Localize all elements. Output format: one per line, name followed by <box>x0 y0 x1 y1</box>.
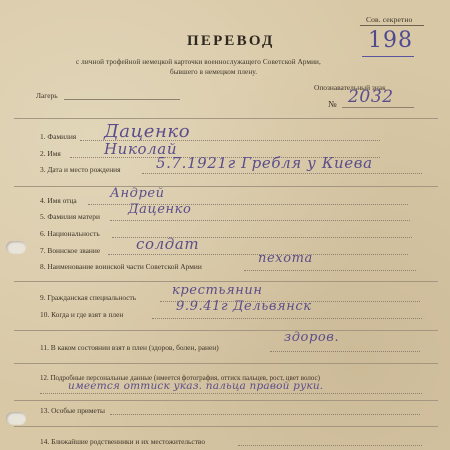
field-label-captured: 10. Когда и где взят в плен <box>40 310 124 319</box>
field-label-surname: 1. Фамилия <box>40 132 77 141</box>
id-number: 2032 <box>348 87 394 107</box>
separator <box>14 281 438 282</box>
field-line-military-unit <box>244 270 416 271</box>
field-value-surname: Даценко <box>104 121 191 142</box>
separator <box>14 186 438 187</box>
field-label-special-marks: 13. Особые приметы <box>40 406 106 415</box>
id-number-line <box>342 107 414 108</box>
document-subtitle-line2: бывшего в немецком плену. <box>170 68 258 76</box>
field-value-civil-profession: крестьянин <box>172 283 263 298</box>
id-number-prefix: № <box>328 99 337 109</box>
field-line-captured <box>152 318 422 319</box>
field-value-mother-surname: Даценко <box>128 202 192 217</box>
document-title: ПЕРЕВОД <box>187 33 275 49</box>
page-number: 198 <box>368 28 413 53</box>
classification-underline <box>360 25 424 26</box>
field-label-relatives: 14. Ближайшие родственники и их местожительство <box>40 437 206 446</box>
field-line-personal-data <box>40 393 422 394</box>
camp-line <box>64 99 180 100</box>
punch-hole-top <box>6 241 26 254</box>
separator <box>14 426 438 427</box>
field-label-mother-surname: 5. Фамилия матери <box>40 212 100 221</box>
field-line-relatives <box>238 445 422 446</box>
field-label-nationality: 6. Национальность <box>40 229 100 238</box>
document-subtitle-line1: с личной трофейной немецкой карточки военнослужащего Советской Армии, <box>76 58 321 66</box>
field-label-father-name: 4. Имя отца <box>40 196 77 205</box>
field-value-captured: 9.9.41г Дельвянск <box>176 299 312 314</box>
separator <box>14 400 438 401</box>
field-value-condition: здоров. <box>284 330 340 345</box>
separator <box>14 118 438 119</box>
field-line-birth <box>142 173 422 174</box>
separator <box>14 363 438 364</box>
camp-label: Лагерь <box>36 91 58 100</box>
field-line-mother-surname <box>110 220 410 221</box>
field-line-special-marks <box>110 414 420 415</box>
field-label-personal-data: 12. Подробные персональные данные (имеется фотография, оттиск пальцев, рост, цвет волос) <box>40 374 320 382</box>
separator <box>14 330 438 331</box>
page-number-underline <box>362 56 414 57</box>
field-line-condition <box>270 351 420 352</box>
field-label-civil-profession: 9. Гражданская специальность <box>40 293 137 302</box>
id-label: Опознавательный знак <box>314 83 386 92</box>
field-label-birth: 3. Дата и место рождения <box>40 165 121 174</box>
field-value-name: Николай <box>104 140 178 158</box>
classification-mark: Сов. секретно <box>366 15 413 24</box>
field-label-condition: 11. В каком состоянии взят в плен (здоров, болен, ранен) <box>40 343 219 352</box>
field-value-personal-data: имеется оттиск указ. пальца правой руки. <box>68 380 324 392</box>
field-value-father-name: Андрей <box>110 186 165 201</box>
field-value-rank: солдат <box>136 235 200 253</box>
field-label-military-unit: 8. Наименование воинской части Советской Армии <box>40 262 202 271</box>
field-value-military-unit: пехота <box>258 251 313 266</box>
field-value-birth: 5.7.1921г Гребля у Киева <box>156 154 373 172</box>
punch-hole-bottom <box>6 412 26 425</box>
field-label-rank: 7. Воинское звание <box>40 246 101 255</box>
field-label-name: 2. Имя <box>40 149 61 158</box>
